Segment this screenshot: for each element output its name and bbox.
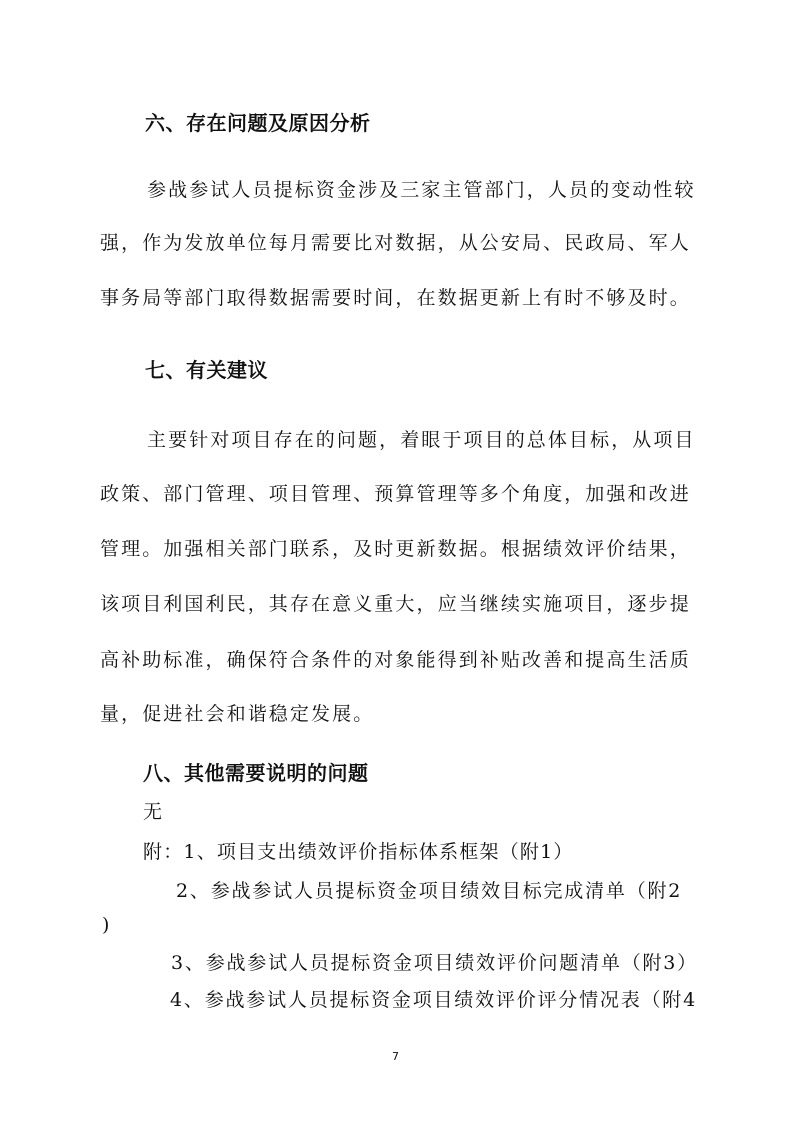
section-7-line: 政策、部门管理、项目管理、预算管理等多个角度，加强和改进 xyxy=(100,483,691,505)
attachment-item: 附：1、项目支出绩效评价指标体系框架（附1） xyxy=(143,841,574,863)
section-6-heading: 六、存在问题及原因分析 xyxy=(145,111,371,135)
section-6-line: 事务局等部门取得数据需要时间，在数据更新上有时不够及时。 xyxy=(100,287,691,309)
section-7-heading: 七、有关建议 xyxy=(145,358,268,382)
section-7-line: 主要针对项目存在的问题，着眼于项目的总体目标，从项目 xyxy=(147,429,696,451)
page-number: 7 xyxy=(392,1050,399,1063)
section-7-line: 该项目利国利民，其存在意义重大，应当继续实施项目，逐步提 xyxy=(100,593,691,615)
section-8-body: 无 xyxy=(143,801,165,823)
section-6-line: 强，作为发放单位每月需要比对数据，从公安局、民政局、军人 xyxy=(100,232,691,254)
section-6-line: 参战参试人员提标资金涉及三家主管部门，人员的变动性较 xyxy=(147,179,696,201)
section-7-line: 管理。加强相关部门联系，及时更新数据。根据绩效评价结果， xyxy=(100,538,691,560)
section-7-line: 量，促进社会和谐稳定发展。 xyxy=(100,703,375,725)
attachment-item: 3、参战参试人员提标资金项目绩效评价问题清单（附3） xyxy=(171,952,698,974)
section-7-line: 高补助标准，确保符合条件的对象能得到补贴改善和提高生活质 xyxy=(100,649,691,671)
attachment-item: 2、参战参试人员提标资金项目绩效目标完成清单（附2 xyxy=(176,880,683,902)
attachment-item: ) xyxy=(102,914,112,936)
section-8-heading: 八、其他需要说明的问题 xyxy=(143,761,369,785)
attachment-item: 4、参战参试人员提标资金项目绩效评价评分情况表（附4 xyxy=(170,989,697,1011)
